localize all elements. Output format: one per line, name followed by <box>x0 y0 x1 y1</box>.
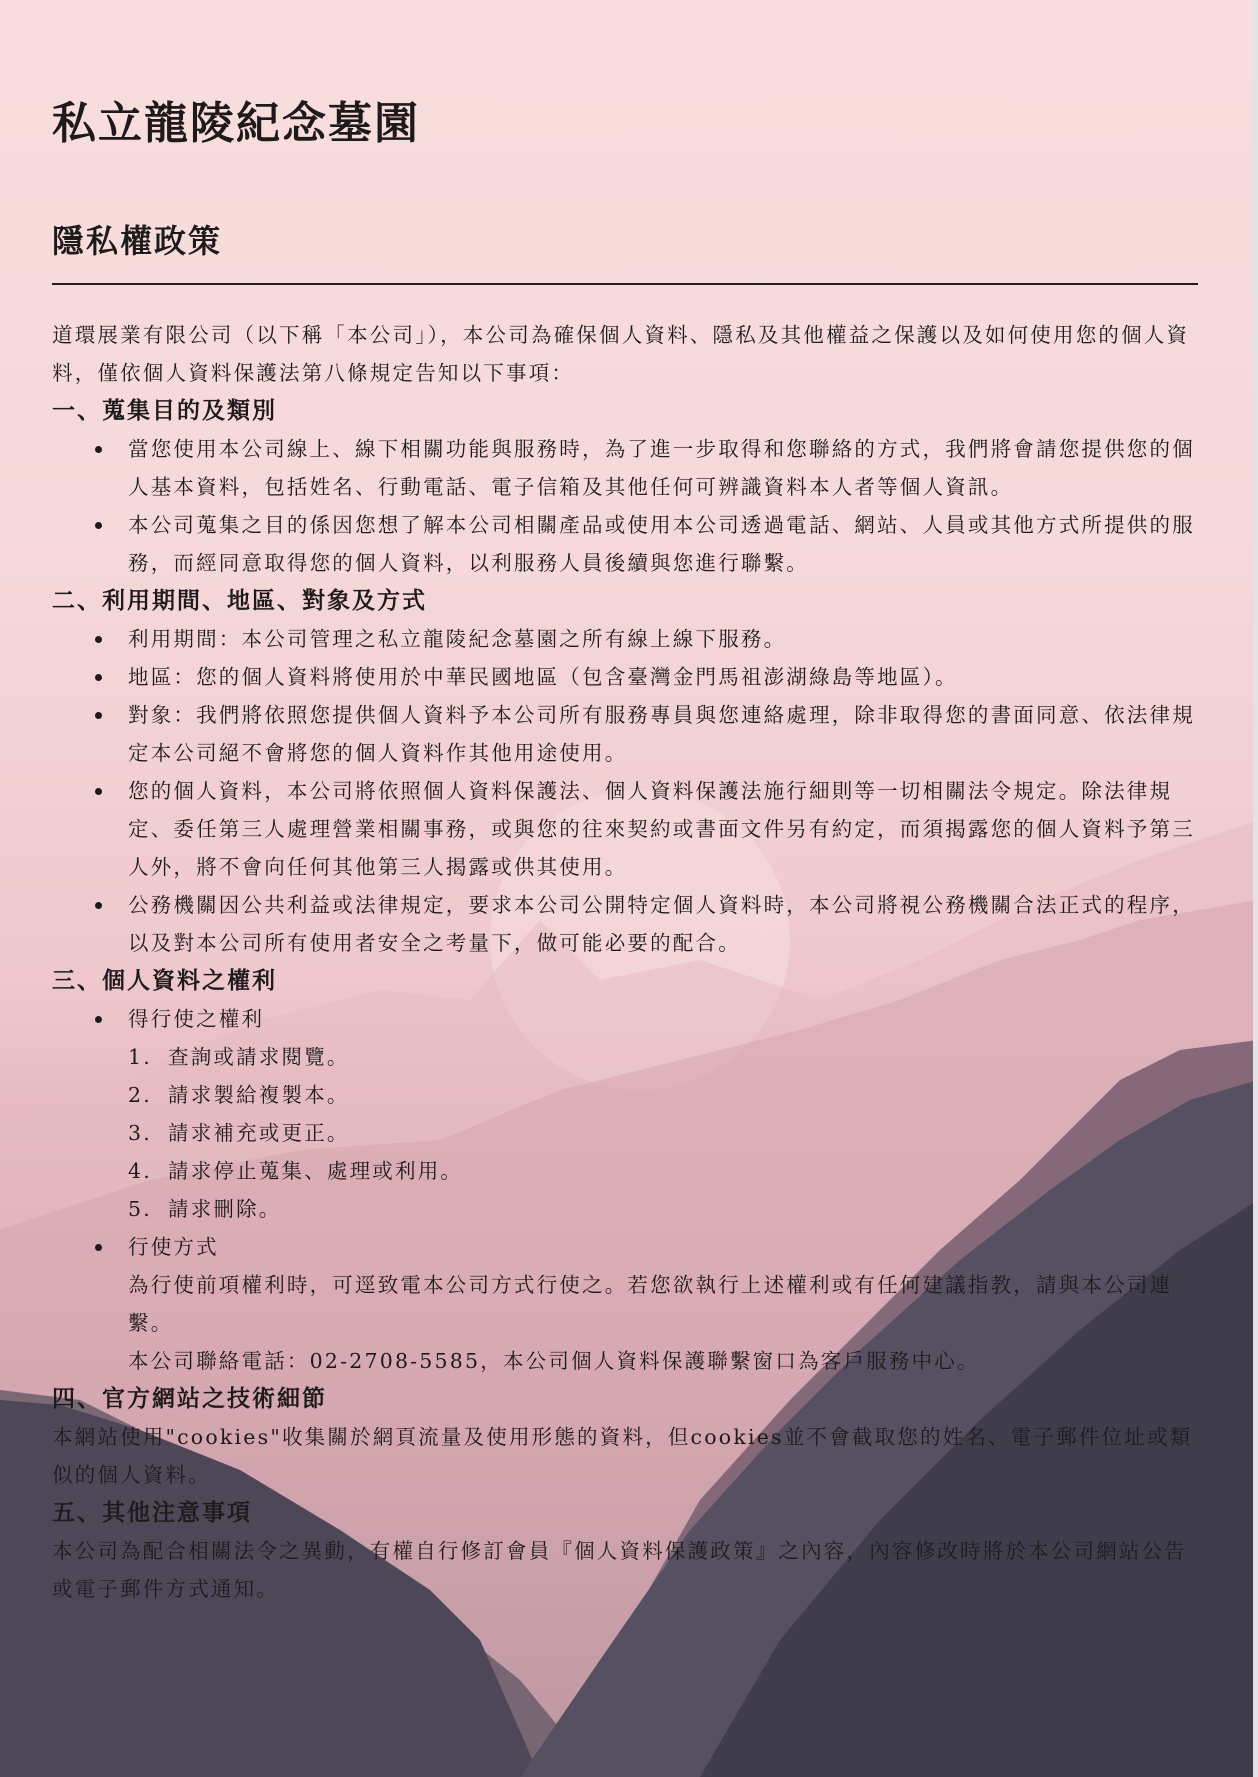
scrollbar-track[interactable] <box>1253 0 1258 1777</box>
list-number: 5. <box>128 1197 152 1221</box>
page-subtitle: 隱私權政策 <box>52 222 223 260</box>
section-heading-rights: 三、個人資料之權利 <box>52 967 277 994</box>
list-text: 請求製給複製本。 <box>168 1083 350 1107</box>
method-paragraph: 為行使前項權利時，可逕致電本公司方式行使之。若您欲執行上述權利或有任何建議指教，請與本公司連繫。 <box>128 1273 1173 1335</box>
rights-label: 得行使之權利 <box>52 1000 1198 1038</box>
list-item: 利用期間：本公司管理之私立龍陵紀念墓園之所有線上線下服務。 <box>52 620 1198 658</box>
method-label: 行使方式 <box>52 1228 1198 1266</box>
cookies-paragraph: 本網站使用"cookies"收集關於網頁流量及使用形態的資料，但cookies並不會截取您的姓名、電子郵件位址或類似的個人資料。 <box>52 1425 1193 1487</box>
list-number: 4. <box>128 1159 152 1183</box>
collection-list <box>52 430 1198 582</box>
list-item: 本公司蒐集之目的係因您想了解本公司相關產品或使用本公司透過電話、網站、人員或其他方式所提供的服務，而經同意取得您的個人資料，以利服務人員後續與您進行聯繫。 <box>52 506 1198 582</box>
list-number: 1. <box>128 1045 152 1069</box>
other-notes-paragraph: 本公司為配合相關法令之異動，有權自行修訂會員『個人資料保護政策』之內容，內容修改時將於本公司網站公告或電子郵件方式通知。 <box>52 1539 1187 1601</box>
rights-list <box>52 1000 1198 1038</box>
list-text: 請求刪除。 <box>168 1197 282 1221</box>
rights-numbered-list <box>52 1038 1198 1228</box>
usage-list <box>52 620 1198 962</box>
list-number: 2. <box>128 1083 152 1107</box>
section-heading-website-technical: 四、官方網站之技術細節 <box>52 1385 327 1412</box>
list-item <box>52 1038 1198 1076</box>
list-item: 對象：我們將依照您提供個人資料予本公司所有服務專員與您連絡處理，除非取得您的書面同意、依法律規定本公司絕不會將您的個人資料作其他用途使用。 <box>52 696 1198 772</box>
intro-paragraph: 道環展業有限公司（以下稱「本公司」），本公司為確保個人資料、隱私及其他權益之保護以及如何使用您的個人資料，僅依個人資料保護法第八條規定告知以下事項： <box>52 323 1190 385</box>
section-heading-collection: 一、蒐集目的及類別 <box>52 397 277 424</box>
list-item: 您的個人資料，本公司將依照個人資料保護法、個人資料保護法施行細則等一切相關法令規定。除法律規定、委任第三人處理營業相關事務，或與您的往來契約或書面文件另有約定，而須揭露您的個人資料予第三人外，將不會向任何其他第三人揭露或供其使用。 <box>52 772 1198 886</box>
title-divider <box>52 283 1198 285</box>
list-item <box>52 1114 1198 1152</box>
policy-content <box>52 316 1198 1608</box>
list-item <box>52 1190 1198 1228</box>
section-heading-other-notes: 五、其他注意事項 <box>52 1499 252 1526</box>
list-item: 公務機關因公共利益或法律規定，要求本公司公開特定個人資料時，本公司將視公務機關合法正式的程序，以及對本公司所有使用者安全之考量下，做可能必要的配合。 <box>52 886 1198 962</box>
list-number: 3. <box>128 1121 152 1145</box>
list-item <box>52 1076 1198 1114</box>
list-item: 地區：您的個人資料將使用於中華民國地區（包含臺灣金門馬祖澎湖綠島等地區）。 <box>52 658 1198 696</box>
list-item <box>52 1152 1198 1190</box>
list-text: 請求補充或更正。 <box>168 1121 350 1145</box>
contact-paragraph: 本公司聯絡電話：02-2708-5585，本公司個人資料保護聯繫窗口為客戶服務中心。 <box>128 1349 980 1373</box>
page-title: 私立龍陵紀念墓園 <box>52 98 420 149</box>
method-list <box>52 1228 1198 1266</box>
list-item: 當您使用本公司線上、線下相關功能與服務時，為了進一步取得和您聯絡的方式，我們將會請您提供您的個人基本資料，包括姓名、行動電話、電子信箱及其他任何可辨識資料本人者等個人資訊。 <box>52 430 1198 506</box>
list-text: 請求停止蒐集、處理或利用。 <box>168 1159 464 1183</box>
section-heading-usage: 二、利用期間、地區、對象及方式 <box>52 587 427 614</box>
list-text: 查詢或請求閱覽。 <box>168 1045 350 1069</box>
